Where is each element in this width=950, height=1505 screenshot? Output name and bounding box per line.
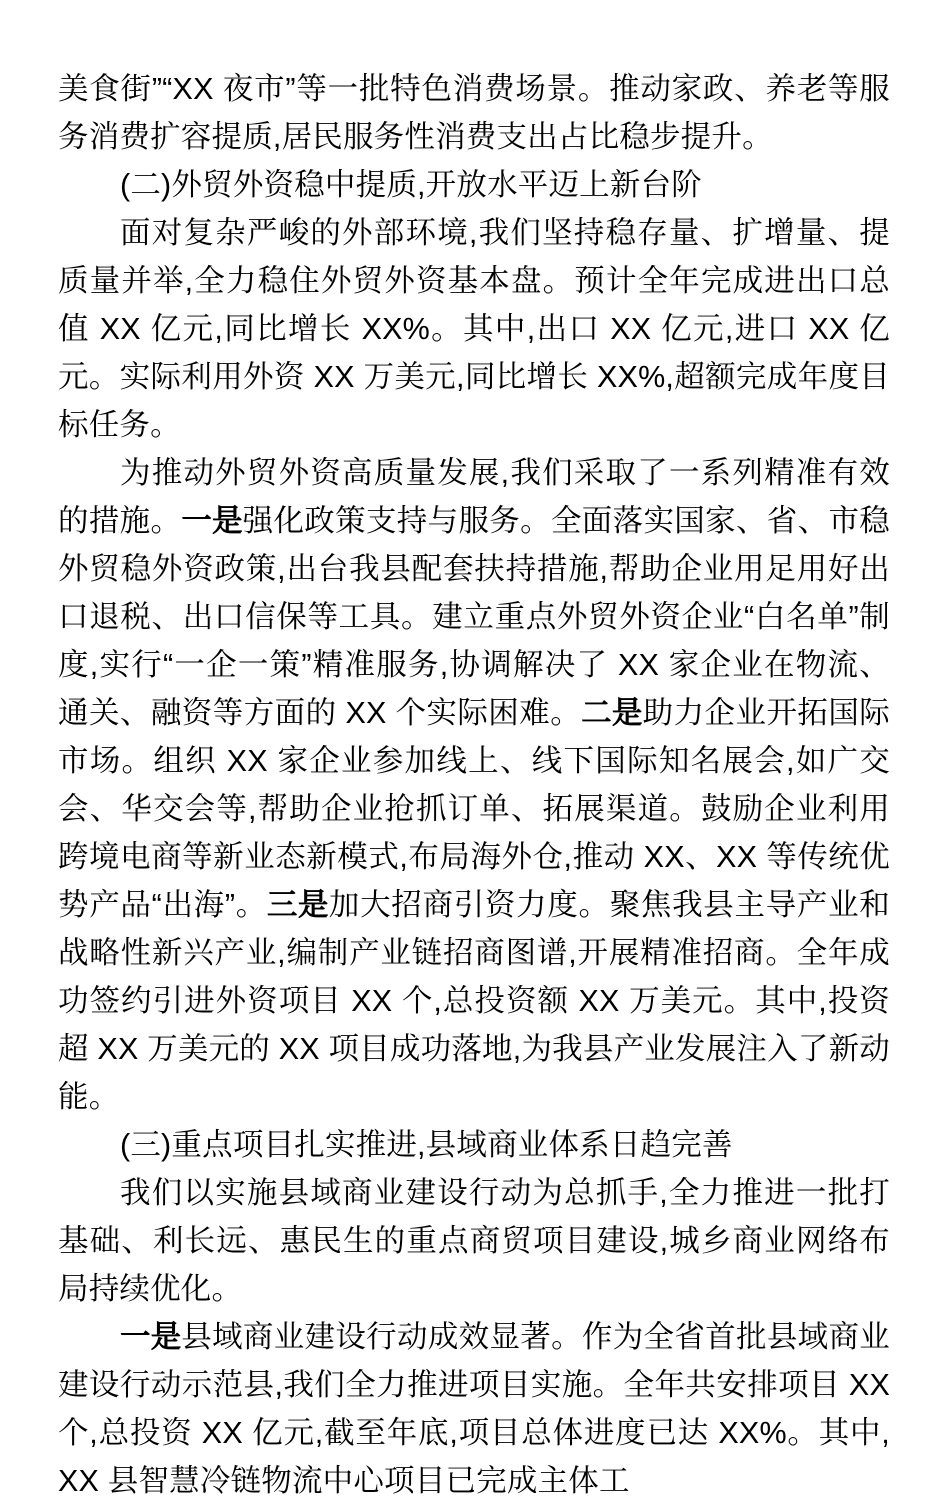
document-body (58, 65, 890, 1505)
text-run: (二)外贸外资稳中提质,开放水平迈上新台阶 (120, 168, 702, 202)
body-paragraph (58, 1313, 890, 1505)
text-run: 县域商业建设行动成效显著。作为全省首批县域商业建设行动示范县,我们全力推进项目实施。全年共安排项目 XX 个,总投资 XX 亿元,截至年底,项目总体进度已达 XX%。其中,XX 县智慧冷链物流中心项目已完成主体工 (58, 1320, 890, 1498)
body-paragraph (58, 449, 890, 1121)
body-paragraph (58, 209, 890, 449)
emphasis-marker: 三是 (266, 888, 329, 922)
emphasis-marker: 一是 (181, 504, 243, 538)
text-run: 面对复杂严峻的外部环境,我们坚持稳存量、扩增量、提质量并举,全力稳住外贸外资基本盘。预计全年完成进出口总值 XX 亿元,同比增长 XX%。其中,出口 XX 亿元,进口 XX 亿元。实际利用外资 XX 万美元,同比增长 XX%,超额完成年度目标任务。 (58, 216, 890, 442)
section-heading (58, 1121, 890, 1169)
text-run: 强化政策支持与服务。全面落实国家、省、市稳外贸稳外资政策,出台我县配套扶持措施,帮助企业用足用好出口退税、出口信保等工具。建立重点外贸外资企业“白名单”制度,实行“一企一策”精准服务,协调解决了 XX 家企业在物流、通关、融资等方面的 XX 个实际困难。 (58, 504, 891, 730)
text-run: 助力企业开拓国际市场。组织 XX 家企业参加线上、线下国际知名展会,如广交会、华交会等,帮助企业抢抓订单、拓展渠道。鼓励企业利用跨境电商等新业态新模式,布局海外仓,推动 XX、XX 等传统优势产品“出海”。 (58, 696, 890, 922)
text-run: 我们以实施县域商业建设行动为总抓手,全力推进一批打基础、利长远、惠民生的重点商贸项目建设,城乡商业网络布局持续优化。 (58, 1176, 890, 1306)
emphasis-marker: 二是 (581, 696, 643, 730)
emphasis-marker: 一是 (120, 1320, 182, 1354)
text-run: 加大招商引资力度。聚焦我县主导产业和战略性新兴产业,编制产业链招商图谱,开展精准招商。全年成功签约引进外资项目 XX 个,总投资额 XX 万美元。其中,投资超 XX 万美元的 XX 项目成功落地,为我县产业发展注入了新动能。 (58, 888, 890, 1114)
body-paragraph (58, 65, 890, 161)
body-paragraph (58, 1169, 890, 1313)
text-run: 为推动外贸外资高质量发展,我们采取了一系列精准有效的措施。 (58, 456, 890, 538)
section-heading (58, 161, 890, 209)
text-run: (三)重点项目扎实推进,县域商业体系日趋完善 (120, 1128, 733, 1162)
text-run: 美食街”“XX 夜市”等一批特色消费场景。推动家政、养老等服务消费扩容提质,居民服务性消费支出占比稳步提升。 (58, 72, 890, 154)
